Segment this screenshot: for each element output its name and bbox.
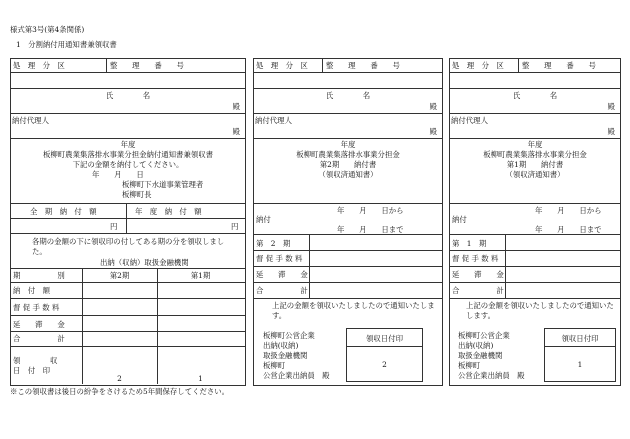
bango-label: 整 理 番 号 <box>110 61 184 70</box>
org-line-1: 板柳町公営企業 <box>263 331 315 340</box>
org-line-1: 板柳町公営企業 <box>458 331 510 340</box>
period-label: 期 別 <box>13 271 65 280</box>
period-from: 年 月 日から <box>535 206 602 215</box>
received-note: 上記の金額を領収いたしましたので通知いたします。 <box>272 301 435 320</box>
stamp-num-2: 2 <box>117 374 122 383</box>
stamp-label: 領収日付印 <box>366 334 403 343</box>
period-title: 第2期 納付書 <box>319 160 377 169</box>
name-dono: 殿 <box>607 102 615 111</box>
nendo: 年度 <box>340 140 356 149</box>
manager-label: 板柳町下水道事業管理者 <box>122 180 204 189</box>
org-line-5: 公営企業出納員 殿 <box>458 371 525 380</box>
yearly-amount-label: 年 度 納 付 額 <box>135 207 202 216</box>
org-line-4: 板柳町 <box>458 361 481 370</box>
org-line-5: 公営企業出納員 殿 <box>263 371 330 380</box>
nendo: 年度 <box>527 140 543 149</box>
yen-yearly: 円 <box>231 222 239 231</box>
period-1-label: 第1期 <box>190 271 211 280</box>
org-line-2: 出納(収納) <box>263 341 299 350</box>
period-to: 年 月 日まで <box>337 225 404 234</box>
notice-request: 下記の金額を納付してください。 <box>72 160 184 169</box>
row-label-amount: 納 付 額 <box>13 286 50 295</box>
stamp-num: 2 <box>382 360 387 369</box>
receipt-note: 各期の金額の下に領収印の付してある期の分を領収しました。 <box>32 237 225 256</box>
name-label: 氏 名 <box>325 91 371 100</box>
row-label-delay: 延 滞 金 <box>452 270 504 279</box>
stamp-label: 領収日付印 <box>561 334 599 343</box>
footer-note: ※この領収書は後日の紛争をさけるため5年間保存してください。 <box>10 387 230 396</box>
form-subtitle: 1 分割納付用通知書兼領収書 <box>16 40 117 49</box>
org-line-4: 板柳町 <box>263 361 286 370</box>
kubun-label: 処 理 分 区 <box>13 61 65 70</box>
agent-label: 納付代理人 <box>451 116 488 125</box>
period-title: 第1期 納付書 <box>506 160 564 169</box>
notice-title: 板柳町農業集落排水事業分担金納付通知書兼領収書 <box>43 150 213 159</box>
period-2-label: 第2期 <box>109 271 130 280</box>
total-amount-label: 全 期 納 付 額 <box>30 207 97 216</box>
org-line-3: 取扱金融機関 <box>263 351 308 360</box>
form-number: 様式第3号(第4条関係) <box>10 25 85 34</box>
receipt-stamp-label-1: 領 収 <box>13 356 58 365</box>
bango-label: 整 理 番 号 <box>326 61 400 70</box>
period-from: 年 月 日から <box>337 206 404 215</box>
period-label: 第 2 期 <box>256 239 291 248</box>
receipt-stamp-label-2: 日 付 印 <box>13 366 50 375</box>
period-to: 年 月 日まで <box>535 225 602 234</box>
nendo: 年度 <box>120 140 136 149</box>
agent-dono: 殿 <box>232 127 240 136</box>
name-label: 氏 名 <box>512 91 558 100</box>
agent-label: 納付代理人 <box>12 116 49 125</box>
bango-label: 整 理 番 号 <box>522 61 596 70</box>
bank-header: 出納（収納）取扱金融機関 <box>100 258 189 267</box>
stamp-num: 1 <box>577 360 583 369</box>
notice-subtitle: （領収済通知書） <box>318 170 378 179</box>
agent-label: 納付代理人 <box>255 116 292 125</box>
kubun-label: 処 理 分 区 <box>452 61 504 70</box>
stamp-num-1: 1 <box>198 374 203 383</box>
name-label: 氏 名 <box>105 91 151 100</box>
row-label-delay: 延 滞 金 <box>13 320 65 329</box>
agent-dono: 殿 <box>429 127 437 136</box>
notice-subtitle: （領収済通知書） <box>505 170 565 179</box>
row-label-total: 合 計 <box>256 286 308 295</box>
notice-date: 年 月 日 <box>92 170 144 179</box>
notice-title: 板柳町農業集落排水事業分担金 <box>483 150 587 159</box>
period-label: 第 1 期 <box>452 239 487 248</box>
kubun-label: 処 理 分 区 <box>256 61 308 70</box>
name-dono: 殿 <box>232 102 240 111</box>
notice-title: 板柳町農業集落排水事業分担金 <box>296 150 400 159</box>
received-note: 上記の金額を領収いたしましたので通知いたします。 <box>466 301 614 320</box>
yen-total: 円 <box>110 222 118 231</box>
row-label-total: 合 計 <box>452 286 504 295</box>
nofu-label: 納付 <box>256 215 271 224</box>
row-label-fee: 督 促 手 数 料 <box>256 254 303 263</box>
nofu-label: 納付 <box>452 215 467 224</box>
mayor-label: 板柳町長 <box>122 190 152 199</box>
row-label-fee: 督 促 手 数 料 <box>13 303 60 312</box>
name-dono: 殿 <box>429 102 437 111</box>
row-label-delay: 延 滞 金 <box>256 270 308 279</box>
org-line-2: 出納(収納) <box>458 341 494 350</box>
row-label-fee: 督 促 手 数 料 <box>452 254 499 263</box>
agent-dono: 殿 <box>607 127 615 136</box>
row-label-total: 合 計 <box>13 334 65 343</box>
org-line-3: 取扱金融機関 <box>458 351 503 360</box>
